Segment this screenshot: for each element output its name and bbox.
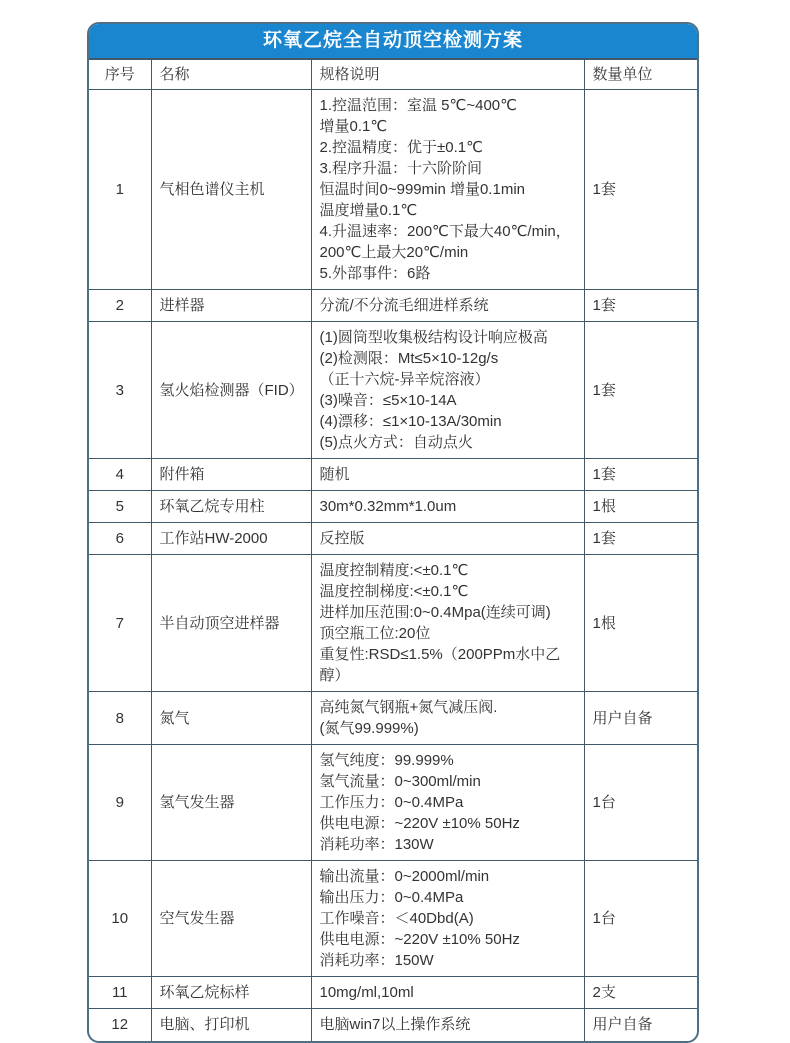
- name-cell: 进样器: [151, 290, 311, 322]
- spec-cell: [311, 745, 584, 861]
- row-number-cell: 1: [89, 90, 151, 290]
- column-header-name: 名称: [151, 60, 311, 90]
- spec-cell: [311, 1009, 584, 1041]
- table-row: [89, 491, 697, 523]
- spec-line: 工作噪音：＜40Dbd(A): [319, 910, 474, 927]
- row-number-cell: 2: [89, 290, 151, 322]
- quantity-cell: 用户自备: [584, 1009, 697, 1041]
- table-header-row: [89, 60, 697, 90]
- table-row: [89, 290, 697, 322]
- name-cell: 环氧乙烷标样: [151, 977, 311, 1009]
- table-row: [89, 523, 697, 555]
- name-cell: 半自动顶空进样器: [151, 555, 311, 692]
- table-row: [89, 977, 697, 1009]
- table-row: [89, 555, 697, 692]
- spec-line: 温度控制梯度:<±0.1℃: [319, 583, 469, 600]
- name-cell: 环氧乙烷专用柱: [151, 491, 311, 523]
- quantity-cell: 1套: [584, 322, 697, 459]
- spec-line: 温度增量0.1℃: [319, 202, 418, 219]
- spec-line: (5)点火方式：自动点火: [319, 434, 473, 451]
- spec-line: 消耗功率：130W: [319, 836, 434, 853]
- spec-cell: [311, 491, 584, 523]
- spec-line: 高纯氮气钢瓶+氮气减压阀.: [319, 699, 498, 716]
- quantity-cell: 1台: [584, 861, 697, 977]
- spec-cell: [311, 692, 584, 745]
- row-number-cell: 7: [89, 555, 151, 692]
- row-number-cell: 3: [89, 322, 151, 459]
- table-row: [89, 459, 697, 491]
- row-number-cell: 12: [89, 1009, 151, 1041]
- spec-cell: [311, 322, 584, 459]
- spec-line: (4)漂移：≤1×10-13A/30min: [319, 413, 502, 430]
- spec-line: 消耗功率：150W: [319, 952, 434, 969]
- row-number-cell: 5: [89, 491, 151, 523]
- spec-line: 氢气纯度：99.999%: [319, 752, 454, 769]
- spec-cell: [311, 459, 584, 491]
- spec-cell: [311, 861, 584, 977]
- spec-line: 重复性:RSD≤1.5%（200PPm水中乙醇）: [319, 646, 561, 684]
- spec-line: 30m*0.32mm*1.0um: [319, 498, 457, 515]
- spec-line: 进样加压范围:0~0.4Mpa(连续可调): [319, 604, 551, 621]
- spec-line: 4.升温速率：200℃下最大40℃/min，: [319, 223, 571, 240]
- row-number-cell: 11: [89, 977, 151, 1009]
- column-header-spec: 规格说明: [311, 60, 584, 90]
- spec-cell: [311, 555, 584, 692]
- quantity-cell: 用户自备: [584, 692, 697, 745]
- quantity-cell: 1套: [584, 90, 697, 290]
- spec-line: 1.控温范围：室温 5℃~400℃: [319, 97, 517, 114]
- quantity-cell: 1根: [584, 555, 697, 692]
- spec-line: 5.外部事件：6路: [319, 265, 431, 282]
- spec-line: 10mg/ml,10ml: [319, 984, 414, 1001]
- spec-line: (2)检测限：Mt≤5×10-12g/s: [319, 350, 499, 367]
- name-cell: 附件箱: [151, 459, 311, 491]
- name-cell: 氢气发生器: [151, 745, 311, 861]
- name-cell: 氮气: [151, 692, 311, 745]
- name-cell: 电脑、打印机: [151, 1009, 311, 1041]
- spec-line: 供电电源：~220V ±10% 50Hz: [319, 931, 520, 948]
- spec-line: 增量0.1℃: [319, 118, 388, 135]
- spec-line: 2.控温精度：优于±0.1℃: [319, 139, 483, 156]
- row-number-cell: 6: [89, 523, 151, 555]
- spec-table: [89, 59, 697, 1041]
- row-number-cell: 4: [89, 459, 151, 491]
- name-cell: 氢火焰检测器（FID）: [151, 322, 311, 459]
- spec-cell: [311, 977, 584, 1009]
- spec-line: 分流/不分流毛细进样系统: [319, 297, 489, 314]
- name-cell: 气相色谱仪主机: [151, 90, 311, 290]
- row-number-cell: 8: [89, 692, 151, 745]
- spec-cell: [311, 90, 584, 290]
- spec-line: (氮气99.999%): [319, 720, 419, 737]
- spec-line: (1)圆筒型收集极结构设计响应极高: [319, 329, 548, 346]
- spec-line: 恒温时间0~999min 增量0.1min: [319, 181, 525, 198]
- spec-line: (3)噪音：≤5×10-14A: [319, 392, 457, 409]
- column-header-qty: 数量单位: [584, 60, 697, 90]
- spec-line: 输出流量：0~2000ml/min: [319, 868, 490, 885]
- spec-line: 输出压力：0~0.4MPa: [319, 889, 464, 906]
- table-row: [89, 90, 697, 290]
- page-title: 环氧乙烷全自动顶空检测方案: [89, 24, 697, 59]
- spec-line: （正十六烷-异辛烷溶液）: [319, 371, 490, 388]
- spec-line: 供电电源：~220V ±10% 50Hz: [319, 815, 520, 832]
- spec-line: 氢气流量：0~300ml/min: [319, 773, 481, 790]
- table-row: [89, 1009, 697, 1041]
- spec-line: 200℃上最大20℃/min: [319, 244, 469, 261]
- quantity-cell: 1套: [584, 459, 697, 491]
- quantity-cell: 1根: [584, 491, 697, 523]
- name-cell: 空气发生器: [151, 861, 311, 977]
- row-number-cell: 10: [89, 861, 151, 977]
- spec-line: 电脑win7以上操作系统: [319, 1016, 471, 1034]
- spec-line: 工作压力：0~0.4MPa: [319, 794, 464, 811]
- spec-sheet: [87, 22, 699, 1043]
- column-header-no: 序号: [89, 60, 151, 90]
- quantity-cell: 2支: [584, 977, 697, 1009]
- name-cell: 工作站HW-2000: [151, 523, 311, 555]
- quantity-cell: 1套: [584, 290, 697, 322]
- spec-line: 温度控制精度:<±0.1℃: [319, 562, 469, 579]
- table-row: [89, 745, 697, 861]
- spec-line: 顶空瓶工位:20位: [319, 625, 431, 642]
- table-row: [89, 692, 697, 745]
- spec-line: 反控版: [319, 530, 365, 547]
- spec-cell: [311, 290, 584, 322]
- quantity-cell: 1套: [584, 523, 697, 555]
- spec-line: 随机: [319, 466, 350, 483]
- row-number-cell: 9: [89, 745, 151, 861]
- table-row: [89, 322, 697, 459]
- spec-line: 3.程序升温：十六阶阶间: [319, 160, 483, 177]
- spec-cell: [311, 523, 584, 555]
- quantity-cell: 1台: [584, 745, 697, 861]
- table-row: [89, 861, 697, 977]
